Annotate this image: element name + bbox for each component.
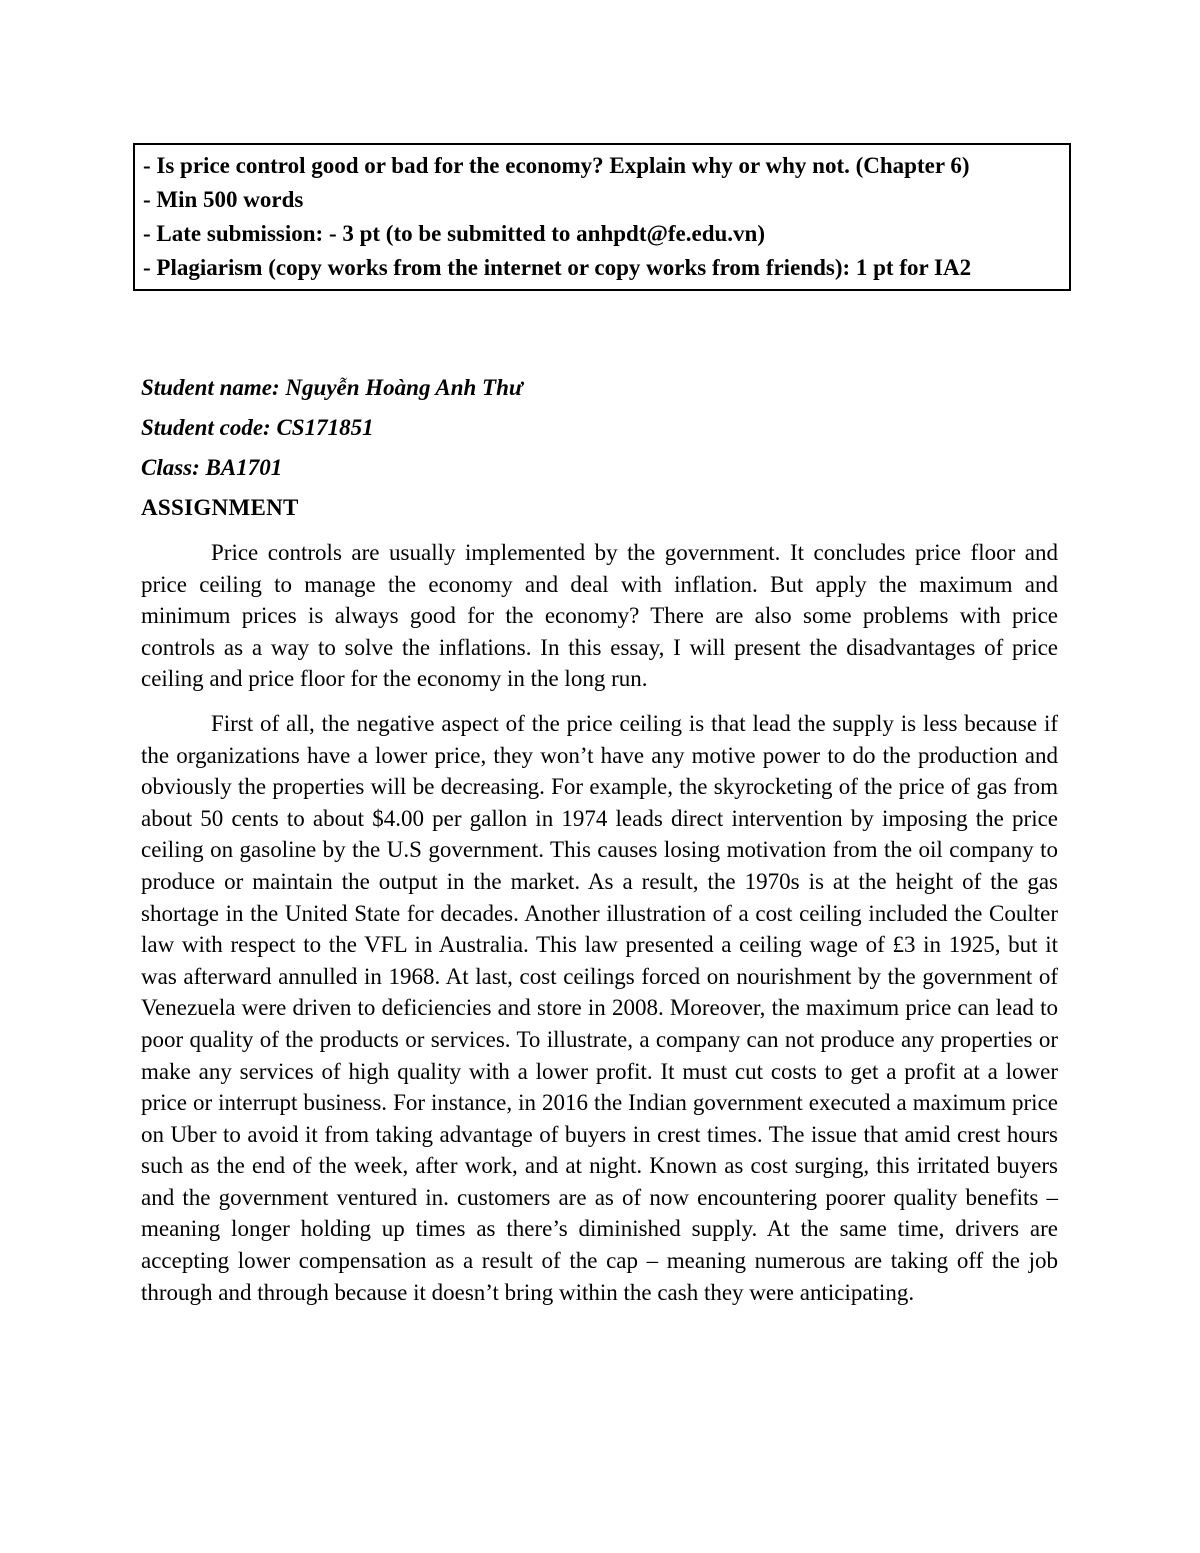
essay-paragraph-intro: Price controls are usually implemented by the government. It concludes price floor and price ceiling to manage the economy and deal with inflation. But apply the maximum and minimum prices is always good for the economy? There are also some problems with price controls as a way to solve the inflations. In this essay, I will present the disadvantages of price ceiling and price floor for the economy in the long run. [141, 540, 1058, 692]
essay-body [141, 537, 1058, 1321]
assignment-heading: ASSIGNMENT [141, 495, 299, 520]
instruction-word-count: - Min 500 words [143, 187, 304, 212]
student-code: Student code: CS171851 [141, 415, 374, 440]
essay-paragraph-price-ceiling: First of all, the negative aspect of the price ceiling is that lead the supply is less because if the organizations have a lower price, they won’t have any motive power to do the production and obviously the properties will be decreasing. For example, the skyrocketing of the price of gas from about 50 cents to about $4.00 per gallon in 1974 leads direct intervention by imposing the price ceiling on gasoline by the U.S government. This causes losing motivation from the oil company to produce or maintain the output in the market. As a result, the 1970s is at the height of the gas shortage in the United State for decades. Another illustration of a cost ceiling included the Coulter law with respect to the VFL in Australia. This law presented a ceiling wage of £3 in 1925, but it was afterward annulled in 1968. At last, cost ceilings forced on nourishment by the government of Venezuela were driven to deficiencies and store in 2008. Moreover, the maximum price can lead to poor quality of the products or services. To illustrate, a company can not produce any properties or make any services of high quality with a lower profit. It must cut costs to get a profit at a lower price or interrupt business. For instance, in 2016 the Indian government executed a maximum price on Uber to avoid it from taking advantage of buyers in crest times. The issue that amid crest hours such as the end of the week, after work, and at night. Known as cost surging, this irritated buyers and the government ventured in. customers are as of now encountering poorer quality benefits – meaning longer holding up times as there’s diminished supply. At the same time, drivers are accepting lower compensation as a result of the cap – meaning numerous are taking off the job through and through because it doesn’t bring within the cash they were anticipating. [141, 710, 1058, 1305]
instruction-question: - Is price control good or bad for the economy? Explain why or why not. (Chapter 6) [143, 153, 970, 178]
instruction-plagiarism: - Plagiarism (copy works from the internet or copy works from friends): 1 pt for IA2 [143, 255, 972, 280]
student-info [141, 368, 1061, 528]
student-name: Student name: Nguyễn Hoàng Anh Thư [141, 375, 523, 400]
student-class: Class: BA1701 [141, 455, 283, 480]
instruction-late-submission: - Late submission: - 3 pt (to be submitted to anhpdt@fe.edu.vn) [143, 221, 766, 246]
assignment-instructions-box [133, 143, 1071, 291]
